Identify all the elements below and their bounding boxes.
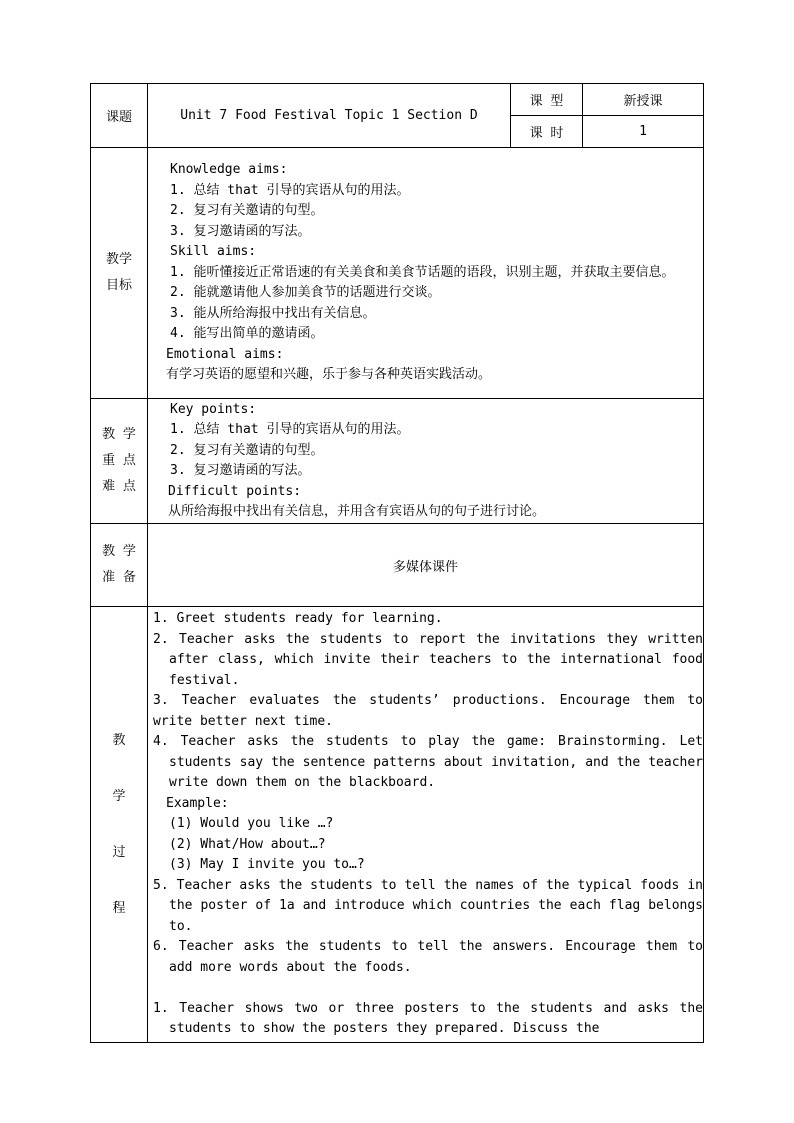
process-step-3: 3. Teacher evaluates the students’ productions. Encourage them to write better next time. (153, 693, 703, 729)
lesson-type-label: 课 型 (511, 84, 583, 116)
preparation-value: 多媒体课件 (148, 524, 704, 607)
key-point-item: 1. 总结 that 引导的宾语从句的用法。 (170, 422, 410, 437)
process-label-char: 过 (112, 844, 126, 860)
knowledge-item: 3. 复习邀请函的写法。 (170, 223, 311, 239)
process-step-2: 2. Teacher asks the students to report the invitations they written after class, which invite their teachers to the international food festival. (153, 631, 703, 688)
key-points-label-line1: 教 学 (102, 427, 136, 442)
preparation-label (91, 524, 148, 607)
topic-value: Unit 7 Food Festival Topic 1 Section D (148, 84, 511, 148)
preparation-row (91, 524, 704, 607)
example-item: (3) May I invite you to…? (169, 857, 365, 872)
process-step-5: 5. Teacher asks the students to tell the names of the typical foods in the poster of 1a and introduce which countries the each flag belongs to. (153, 877, 703, 934)
difficult-points-heading: Difficult points: (168, 483, 302, 499)
blank-line (153, 978, 703, 999)
emotional-aims-text: 有学习英语的愿望和兴趣，乐于参与各种英语实践活动。 (166, 367, 492, 383)
example-item: (1) Would you like …? (169, 816, 334, 831)
objectives-label (91, 148, 148, 399)
objectives-label-line2: 目标 (105, 278, 132, 293)
process-label-char: 学 (112, 788, 126, 804)
process-label-char: 教 (112, 732, 126, 748)
example-item: (2) What/How about…? (169, 836, 326, 852)
process-step-4: 4. Teacher asks the students to play the game: Brainstorming. Let students say the sentence patterns about invitation, and the teacher write down them on the blackboard. (153, 734, 703, 790)
preparation-label-line2: 准 备 (102, 570, 136, 585)
difficult-points-text: 从所给海报中找出有关信息，并用含有宾语从句的句子进行讨论。 (168, 504, 546, 519)
next-phase-step-1: 1. Teacher shows two or three posters to the students and asks the students to show the posters they prepared. Discuss the (153, 1000, 703, 1036)
objectives-content (148, 148, 704, 399)
class-hours-value: 1 (583, 116, 704, 148)
example-label: Example: (166, 795, 229, 811)
process-row (91, 607, 704, 1043)
process-step-6: 6. Teacher asks the students to tell the answers. Encourage them to add more words about the foods. (153, 939, 703, 975)
topic-label: 课题 (91, 84, 148, 148)
key-points-content (148, 399, 704, 524)
knowledge-item: 1. 总结 that 引导的宾语从句的用法。 (170, 182, 410, 198)
objectives-label-line1: 教学 (105, 252, 132, 267)
process-step-1: 1. Greet students ready for learning. (153, 611, 443, 626)
class-hours-label: 课 时 (511, 116, 583, 148)
process-label (91, 607, 148, 1043)
knowledge-aims-heading: Knowledge aims: (170, 162, 288, 178)
header-row-1 (91, 84, 704, 116)
key-points-row (91, 399, 704, 524)
preparation-label-line1: 教 学 (102, 544, 136, 559)
knowledge-item: 2. 复习有关邀请的句型。 (170, 203, 324, 219)
key-point-item: 2. 复习有关邀请的句型。 (170, 442, 324, 458)
lesson-plan-table (90, 83, 704, 1043)
process-label-char: 程 (112, 900, 126, 916)
key-points-heading: Key points: (170, 401, 257, 417)
key-points-label-line2: 重 点 (102, 453, 136, 468)
skill-item: 4. 能写出简单的邀请函。 (170, 326, 324, 342)
key-point-item: 3. 复习邀请函的写法。 (170, 463, 311, 478)
lesson-type-value: 新授课 (583, 84, 704, 116)
process-content (148, 607, 704, 1043)
skill-item: 1. 能听懂接近正常语速的有关美食和美食节话题的语段，识别主题，并获取主要信息。 (170, 264, 675, 280)
objectives-row (91, 148, 704, 399)
skill-item: 2. 能就邀请他人参加美食节的话题进行交谈。 (170, 285, 441, 301)
emotional-aims-heading: Emotional aims: (166, 346, 284, 362)
key-points-label (91, 399, 148, 524)
skill-item: 3. 能从所给海报中找出有关信息。 (170, 305, 376, 321)
skill-aims-heading: Skill aims: (170, 244, 257, 260)
key-points-label-line3: 难 点 (102, 479, 136, 494)
